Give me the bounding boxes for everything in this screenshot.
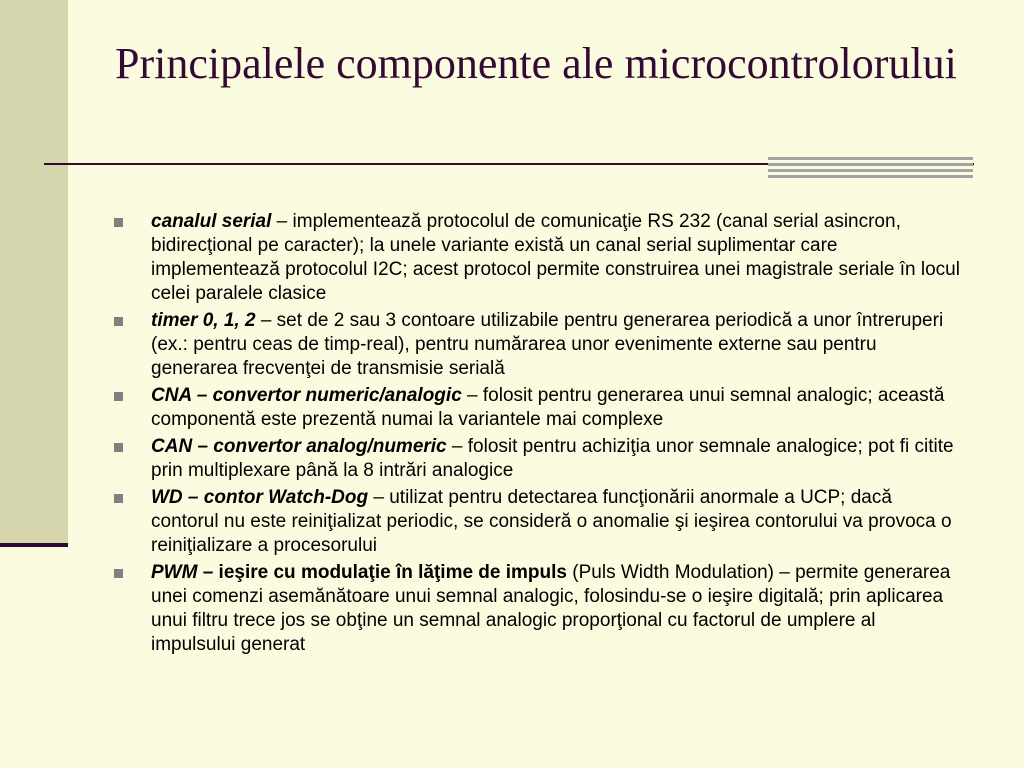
square-bullet-icon [114,218,123,227]
square-bullet-icon [114,392,123,401]
bullet-term: canalul serial [151,211,272,232]
square-bullet-icon [114,569,123,578]
bullet-term: PWM [151,562,198,583]
left-accent-bar [0,0,68,545]
bullet-text: – utilizat pentru detectarea funcţionării anormale a UCP; dacă contorul nu este reiniţializat periodic, se consideră o anomalie şi ieşirea contorului va provoca o reiniţializare a procesorului [151,487,952,556]
square-bullet-icon [114,317,123,326]
decorative-stripe [768,175,973,178]
bullet-item-cna [114,384,964,432]
bullet-item-canal-serial [114,210,964,306]
decorative-stripe [768,169,973,172]
decorative-stripe [768,157,973,160]
square-bullet-icon [114,494,123,503]
bullet-term: CNA – convertor numeric/analogic [151,385,462,406]
decorative-stripe [768,163,973,166]
bullet-term-bold: – ieşire cu modulaţie în lăţime de impuls [197,562,567,583]
bullet-text: – folosit pentru generarea unui semnal analogic; această componentă este prezentă numai la variantele mai complexe [151,385,945,430]
bullet-item-pwm [114,561,964,657]
decorative-stripes [768,157,973,178]
square-bullet-icon [114,443,123,452]
left-accent-line [0,543,68,547]
bullet-text: – folosit pentru achiziţia unor semnale analogice; pot fi citite prin multiplexare până la 8 intrări analogice [151,436,954,481]
bullet-item-wd [114,486,964,558]
bullet-term: timer 0, 1, 2 [151,310,256,331]
bullet-text: (Puls Width Modulation) – permite generarea unei comenzi asemănătoare unui semnal analogic, folosindu-se o ieşire digitală; prin aplicarea unui filtru trece jos se obţine un semnal analogic proporţional cu factorul de umplere al impulsului generat [151,562,951,655]
bullet-item-timer [114,309,964,381]
bullet-text: – set de 2 sau 3 contoare utilizabile pentru generarea periodică a unor întreruperi (ex.: pentru ceas de timp-real), pentru numărarea unor evenimente externe sau pentru generarea frecvenţei de transmisie serială [151,310,944,379]
bullet-term: WD – contor Watch-Dog [151,487,369,508]
bullet-text: – implementează protocolul de comunicaţie RS 232 (canal serial asincron, bidirecţional pe caracter); la unele variante există un canal serial suplimentar care implementează protocolul I2C; acest protocol permite construirea unei magistrale seriale în locul celei paralele clasice [151,211,960,304]
bullet-term: CAN – convertor analog/numeric [151,436,447,457]
slide-title: Principalele componente ale microcontrolorului [115,39,957,88]
bullet-item-can [114,435,964,483]
bullet-list [114,210,964,660]
